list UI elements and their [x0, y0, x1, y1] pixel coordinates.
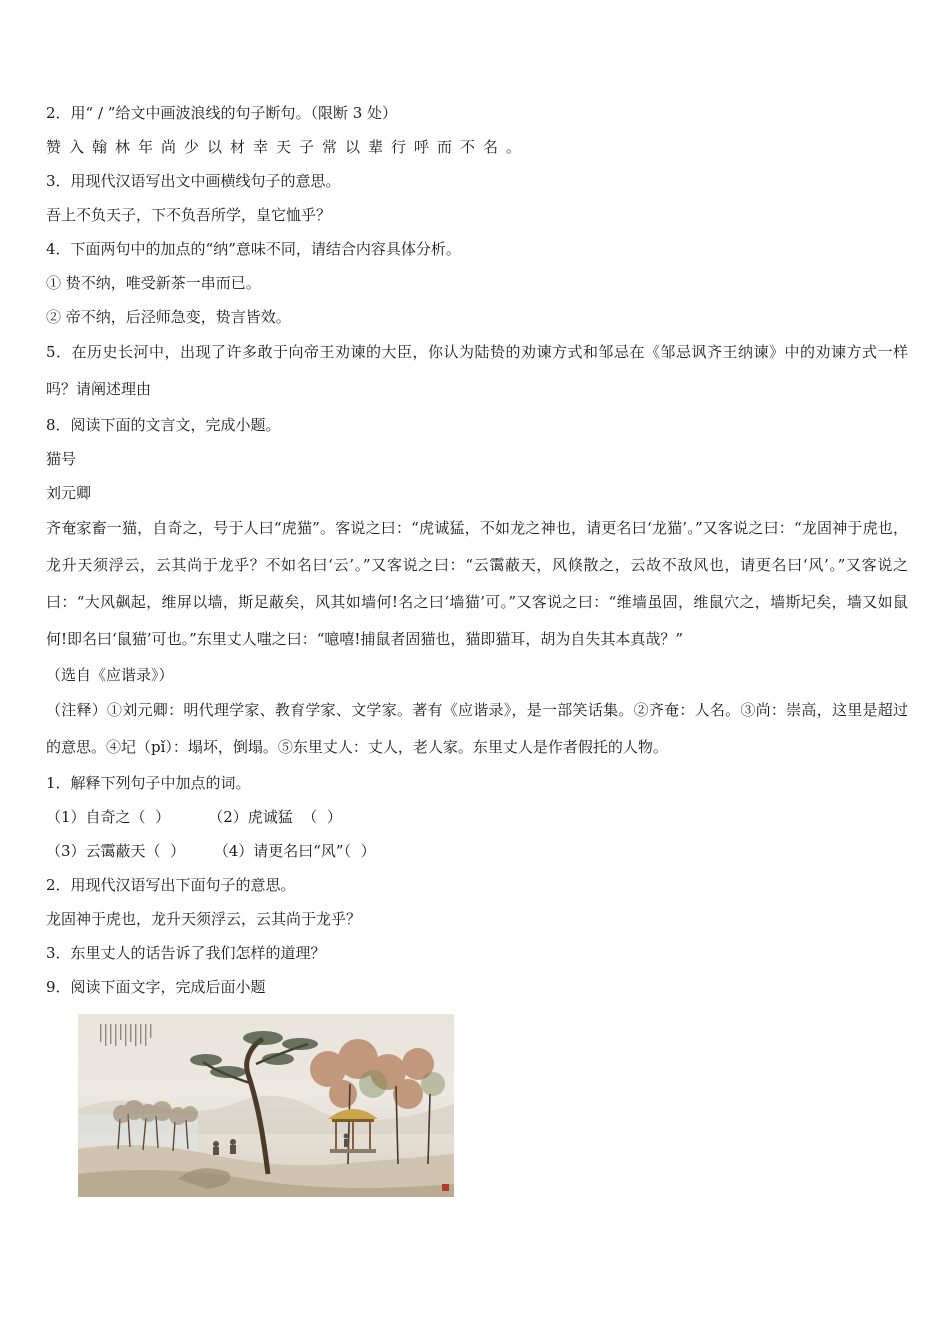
passage-notes: （注释）①刘元卿：明代理学家、教育学家、文学家。著有《应谐录》，是一部笑话集。②齐奄：人名。③尚：崇高，这里是超过的意思。④圮（pǐ）：塌坏，倒塌。⑤东里丈人：丈人，老人家。东里丈人是作者假托的人物。 — [46, 701, 908, 756]
passage-title: 猫号 — [46, 450, 77, 468]
question-5-prompt: 5．在历史长河中，出现了许多敢于向帝王劝谏的大臣，你认为陆贽的劝谏方式和邹忌在《邹忌讽齐王纳谏》中的劝谏方式一样吗？请阐述理由 — [46, 343, 908, 398]
subquestion-2-sentence: 龙固神于虎也，龙升天须浮云，云其尚于龙乎？ — [46, 910, 362, 928]
subquestion-1-prompt: 1．解释下列句子中加点的词。 — [46, 774, 251, 792]
subquestion-1-items-b: （3）云霭蔽天（ ） （4）请更名曰“风”（ ） — [46, 842, 376, 860]
question-4-prompt: 4．下面两句中的加点的“纳”意味不同，请结合内容具体分析。 — [46, 240, 461, 258]
subquestion-3-prompt: 3．东里丈人的话告诉了我们怎样的道理？ — [46, 944, 326, 962]
document-page — [46, 96, 908, 1197]
question-2-sentence: 赞入翰林年尚少以材幸天子常以辈行呼而不名。 — [46, 138, 530, 156]
question-3-prompt: 3．用现代汉语写出文中画横线句子的意思。 — [46, 172, 341, 190]
section-9-heading: 9．阅读下面文字，完成后面小题 — [46, 978, 266, 996]
passage-source: （选自《应谐录》） — [46, 666, 174, 684]
question-4-item-1: ① 贽不纳，唯受新茶一串而已。 — [46, 274, 261, 292]
subquestion-2-prompt: 2．用现代汉语写出下面句子的意思。 — [46, 876, 296, 894]
question-4-item-2: ② 帝不纳，后泾师急变，贽言皆效。 — [46, 308, 291, 326]
question-3-sentence: 吾上不负天子，下不负吾所学，皇它恤乎？ — [46, 206, 332, 224]
passage-author: 刘元卿 — [46, 484, 92, 502]
landscape-painting-image — [78, 1014, 454, 1197]
section-8-heading: 8．阅读下面的文言文，完成小题。 — [46, 416, 281, 434]
subquestion-1-items-a: （1）自奇之（ ） （2）虎诚猛 （ ） — [46, 808, 342, 826]
passage-body: 齐奄家畜一猫，自奇之，号于人曰“虎猫”。客说之曰：“虎诚猛，不如龙之神也，请更名曰‘龙猫’。”又客说之曰：“龙固神于虎也，龙升天须浮云，云其尚于龙乎？不如名曰‘云’。”又客说之曰：“云霭蔽天，风倏散之，云故不敌风也，请更名曰‘风’。”又客说之曰：“大风飙起，维屏以墙，斯足蔽矣，风其如墙何!名之曰‘墙猫’可。”又客说之曰：“维墙虽固，维鼠穴之，墙斯圮矣，墙又如鼠何!即名曰‘鼠猫’可也。”东里丈人嗤之曰：“噫嘻!捕鼠者固猫也，猫即猫耳，胡为自失其本真哉？” — [46, 519, 908, 648]
question-2-prompt: 2．用“ / ”给文中画波浪线的句子断句。（限断 3 处） — [46, 104, 398, 122]
